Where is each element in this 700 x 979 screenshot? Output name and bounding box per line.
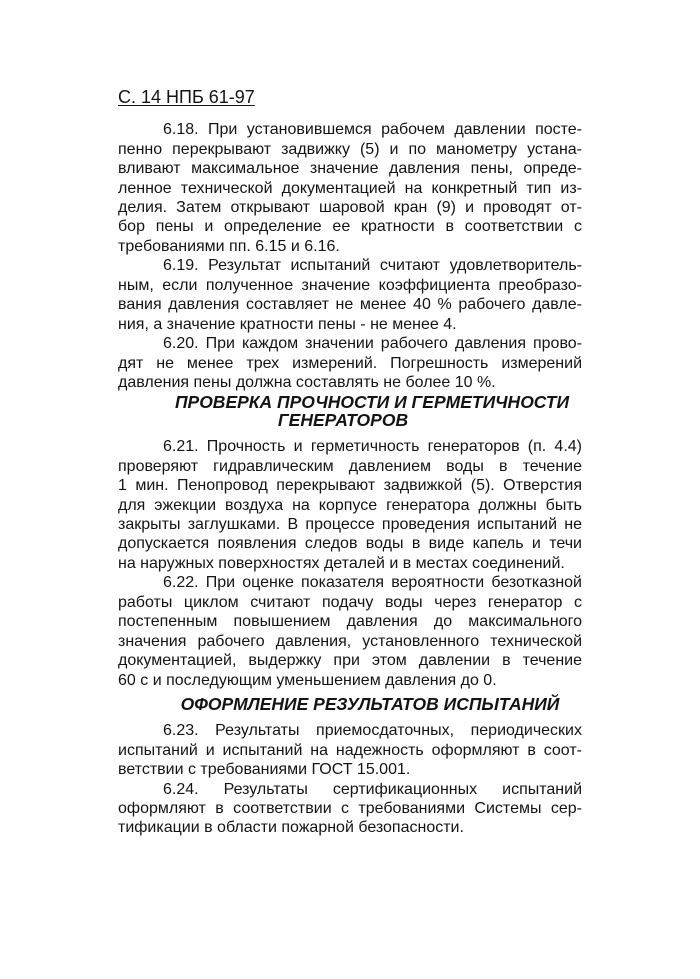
- text-line: работы циклом считают подачу воды через генератор с: [118, 593, 582, 611]
- text-line: ленное технической документацией на конкретный тип из-: [118, 179, 582, 197]
- text-line: для эжекции воздуха на корпусе генератора должны быть: [118, 496, 582, 514]
- text-line: вания давления составляет не менее 40 % рабочего давле-: [118, 296, 582, 314]
- text-line: оформляют в соответствии с требованиями Системы сер-: [118, 800, 582, 818]
- text-line: ветствии с требованиями ГОСТ 15.001.: [118, 761, 411, 779]
- text-block-c: [118, 721, 582, 838]
- text-line: 6.18. При установившемся рабочем давлении посте-: [163, 121, 582, 139]
- text-line: 6.24. Результаты сертификационных испытаний: [163, 780, 582, 798]
- page-header: С. 14 НПБ 61-97: [118, 87, 255, 107]
- heading-line: ГЕНЕРАТОРОВ: [277, 410, 409, 430]
- text-line: дят не менее трех измерений. Погрешность измерений: [118, 354, 582, 372]
- text-line: 6.21. Прочность и герметичность генераторов (п. 4.4): [163, 438, 582, 456]
- text-line: делия. Затем открывают шаровой кран (9) и проводят от-: [118, 199, 582, 217]
- text-line: требованиями пп. 6.15 и 6.16.: [118, 237, 340, 255]
- text-line: 60 с и последующим уменьшением давления до 0.: [118, 671, 497, 689]
- paragraph-6-19: [118, 256, 582, 334]
- text-line: пенно перекрывают задвижку (5) и по манометру устана-: [118, 140, 582, 158]
- paragraph-6-24: [118, 780, 582, 838]
- text-line: документацией, выдержку при этом давлении в течение: [118, 652, 582, 670]
- text-line: постепенным повышением давления до максимального: [118, 613, 582, 631]
- paragraph-6-23: [118, 721, 582, 779]
- text-line: вливают максимальное значение давления пены, опреде-: [118, 160, 582, 178]
- text-line: 6.22. При оценке показателя вероятности безотказной: [163, 574, 582, 592]
- text-line: проверяют гидравлическим давлением воды в течение: [118, 457, 582, 475]
- text-line: 1 мин. Пенопровод перекрывают задвижкой (5). Отверстия: [118, 477, 582, 495]
- paragraph-6-20: [118, 334, 582, 392]
- text-line: ным, если полученное значение коэффициента преобразо-: [118, 276, 582, 294]
- paragraph-6-21: [118, 437, 582, 573]
- text-line: закрыты заглушками. В процессе проведения испытаний не: [118, 516, 582, 534]
- text-line: испытаний и испытаний на надежность оформляют в соот-: [118, 741, 582, 759]
- paragraph-6-18: [118, 120, 582, 256]
- text-block-b: [118, 437, 582, 690]
- text-line: 6.23. Результаты приемосдаточных, периодических: [163, 722, 582, 740]
- text-line: на наружных поверхностях деталей и в местах соединений.: [118, 554, 565, 572]
- text-line: тификации в области пожарной безопасности.: [118, 819, 464, 837]
- heading-line: ПРОВЕРКА ПРОЧНОСТИ И ГЕРМЕТИЧНОСТИ: [174, 392, 570, 412]
- text-line: значения рабочего давления, установленного технической: [118, 632, 582, 650]
- text-line: ния, а значение кратности пены - не менее 4.: [118, 315, 457, 333]
- heading-line: ОФОРМЛЕНИЕ РЕЗУЛЬТАТОВ ИСПЫТАНИЙ: [180, 694, 560, 714]
- text-line: давления пены должна составлять не более 10 %.: [118, 373, 496, 391]
- section-heading-results-registration: [118, 695, 582, 713]
- text-line: 6.19. Результат испытаний считают удовлетворитель-: [163, 257, 582, 275]
- paragraph-6-22: [118, 573, 582, 690]
- text-line: 6.20. При каждом значении рабочего давления прово-: [163, 335, 582, 353]
- text-block-a: [118, 120, 582, 392]
- text-line: бор пены и определение ее кратности в соответствии с: [118, 218, 582, 236]
- section-heading-strength-check: [118, 393, 582, 429]
- text-line: допускается появления следов воды в виде капель и течи: [118, 535, 582, 553]
